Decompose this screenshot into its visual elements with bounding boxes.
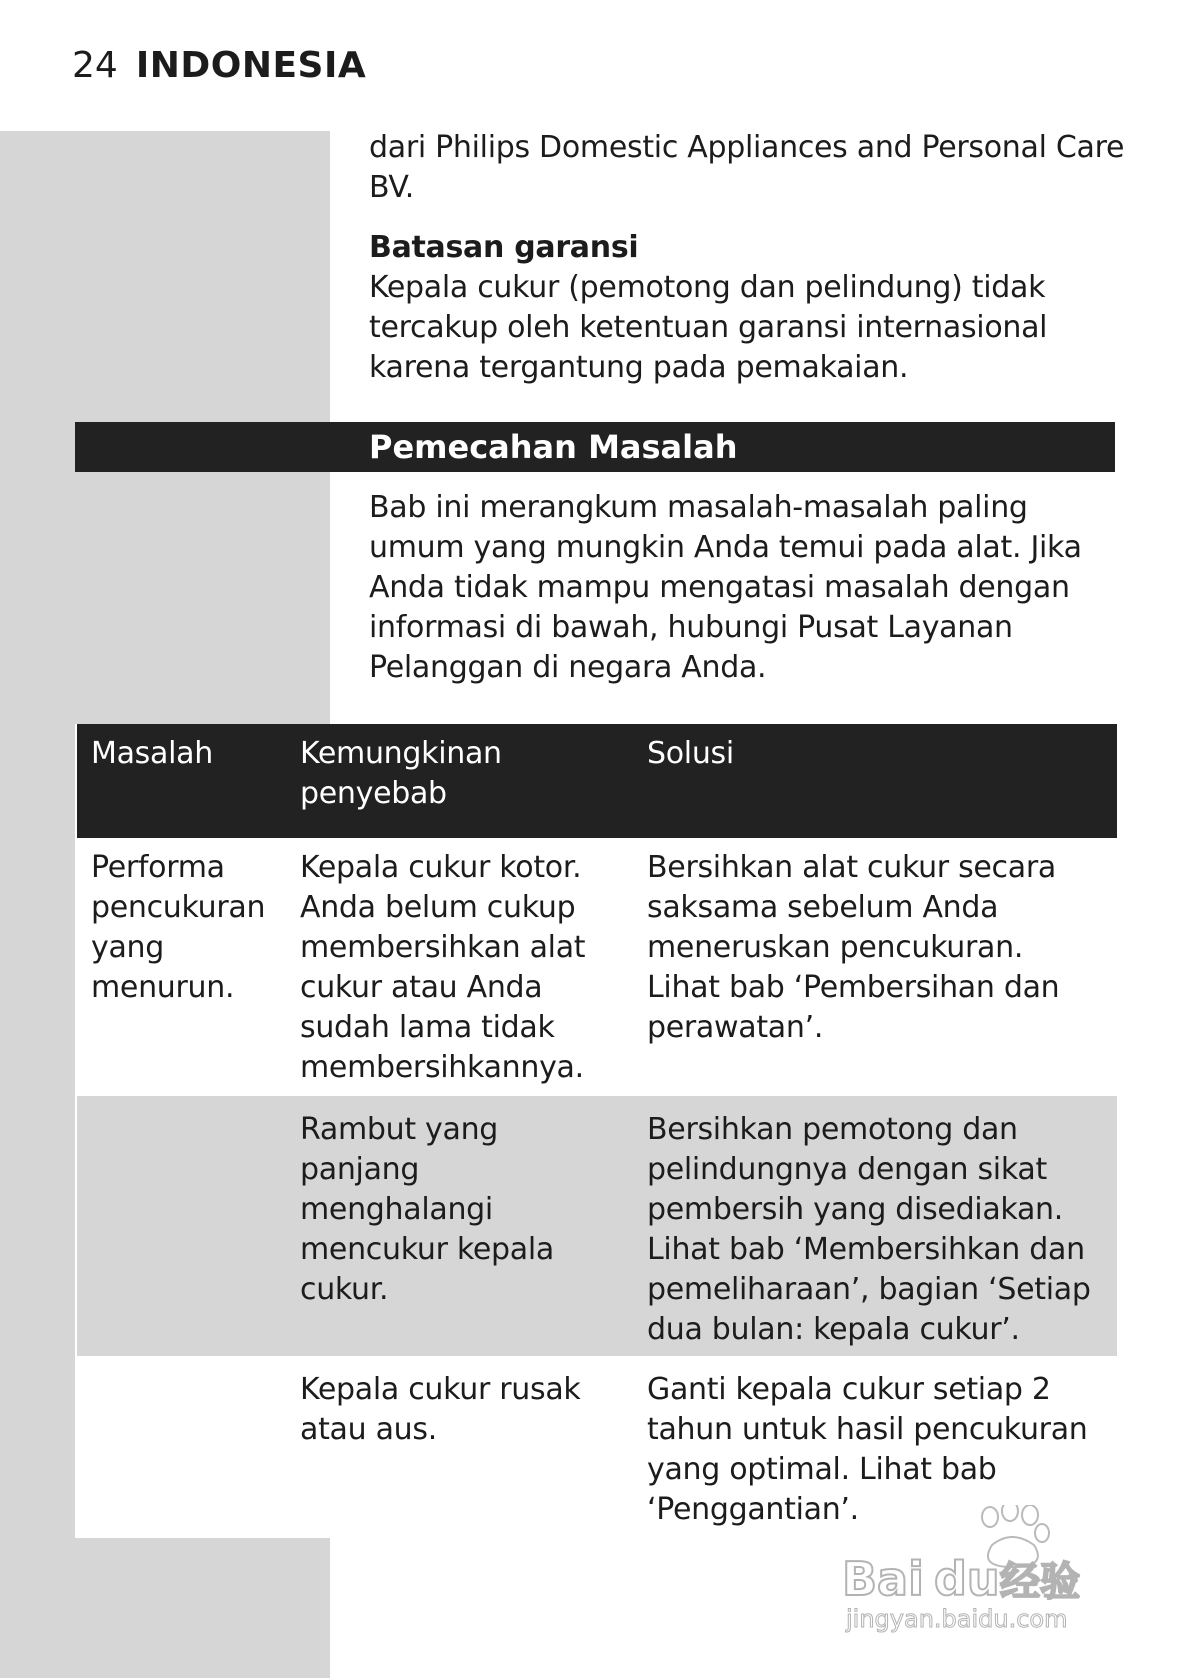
- table-row: [77, 1096, 1117, 1356]
- row-problem: Performa pencukuran yang menurun.: [91, 850, 266, 1005]
- svg-text:经验: 经验: [1000, 1559, 1080, 1605]
- svg-text:Bai: Bai: [842, 1552, 924, 1606]
- row-cause: Kepala cukur kotor. Anda belum cukup membersihkan alat cukur atau Anda sudah lama tidak membersihkannya.: [300, 850, 586, 1085]
- row-solution: Ganti kepala cukur setiap 2 tahun untuk hasil pencukuran yang optimal. Lihat bab ‘Penggantian’.: [647, 1372, 1088, 1527]
- table-header-solution: Solusi: [647, 736, 734, 771]
- page-header: [72, 40, 366, 92]
- troubleshooting-intro: Bab ini merangkum masalah-masalah paling umum yang mungkin Anda temui pada alat. Jika Anda tidak mampu mengatasi masalah dengan informasi di bawah, hubungi Pusat Layanan Pelanggan di negara Anda.: [369, 490, 1082, 685]
- row-cause: Kepala cukur rusak atau aus.: [300, 1372, 581, 1447]
- table-row: [77, 838, 1117, 1096]
- troubleshooting-heading: Pemecahan Masalah: [369, 428, 738, 466]
- row-solution: Bersihkan alat cukur secara saksama sebelum Anda meneruskan pencukuran. Lihat bab ‘Pembersihan dan perawatan’.: [647, 850, 1060, 1045]
- warranty-limit-text: Kepala cukur (pemotong dan pelindung) tidak tercakup oleh ketentuan garansi internasional karena tergantung pada pemakaian.: [369, 270, 1048, 385]
- warranty-limit-heading: Batasan garansi: [369, 230, 639, 265]
- svg-text:du: du: [934, 1552, 1000, 1606]
- row-cause: Rambut yang panjang menghalangi mencukur kepala cukur.: [300, 1112, 554, 1307]
- svg-text:jingyan.baidu.com: jingyan.baidu.com: [846, 1605, 1068, 1633]
- language-title: INDONESIA: [135, 45, 367, 86]
- table-header-problem: Masalah: [91, 736, 213, 771]
- baidu-watermark-logo: [842, 1505, 1122, 1635]
- warranty-continuation: dari Philips Domestic Appliances and Personal Care BV.: [369, 130, 1125, 205]
- page-number: 24: [72, 45, 118, 86]
- troubleshooting-heading-bar: [75, 422, 1115, 472]
- table-header-row: [77, 724, 1117, 838]
- table-header-cause: Kemungkinan penyebab: [300, 736, 502, 811]
- row-solution: Bersihkan pemotong dan pelindungnya dengan sikat pembersih yang disediakan. Lihat bab ‘Membersihkan dan pemeliharaan’, bagian ‘Setiap dua bulan: kepala cukur’.: [647, 1112, 1091, 1347]
